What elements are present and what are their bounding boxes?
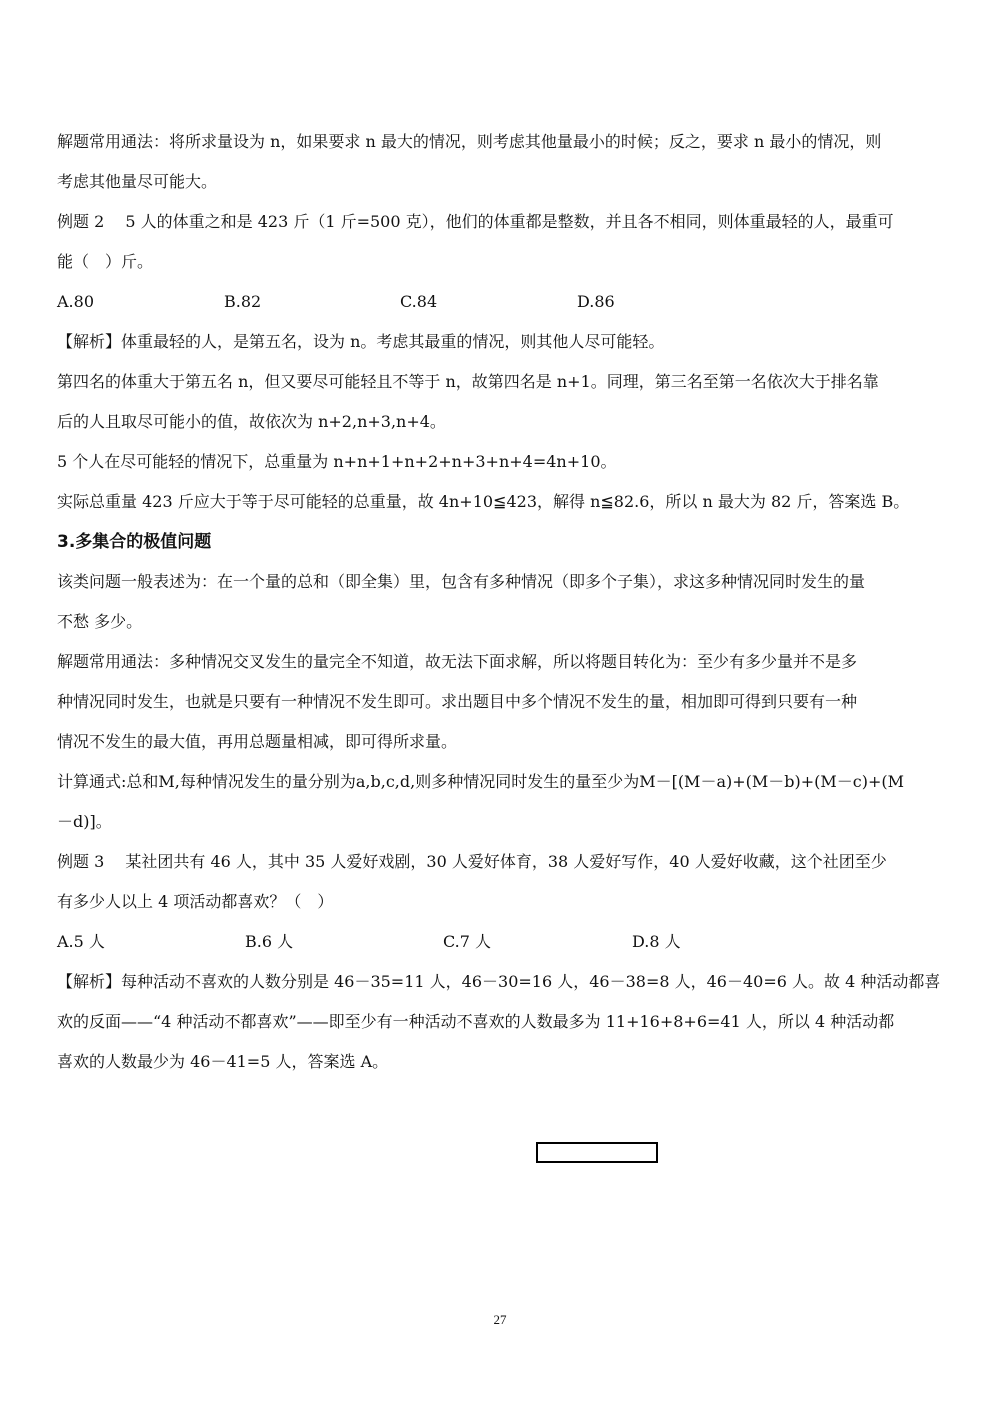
text-line: 解题常用通法：将所求量设为 n，如果要求 n 最大的情况，则考虑其他量最小的时候；反之，要求 n 最小的情况，则: [57, 132, 882, 151]
text-line: 考虑其他量尽可能大。: [57, 172, 218, 191]
text-line: 不愁 多少。: [57, 612, 143, 631]
empty-box: [536, 1142, 658, 1163]
option-a: A.5 人: [57, 932, 105, 951]
text-line: 有多少人以上 4 项活动都喜欢？（ ）: [57, 892, 334, 911]
page-content: [57, 122, 945, 1082]
example-3-question: [57, 842, 945, 922]
option-d: D.8 人: [632, 932, 681, 951]
text-line: 例题 3 某社团共有 46 人，其中 35 人爱好戏剧，30 人爱好体育，38 人爱好写作，40 人爱好收藏，这个社团至少: [57, 852, 887, 871]
text-line: 例题 2 5 人的体重之和是 423 斤（1 斤=500 克），他们的体重都是整数，并且各不相同，则体重最轻的人，最重可: [57, 212, 894, 231]
text-line: 实际总重量 423 斤应大于等于尽可能轻的总重量，故 4n+10≦423，解得 n≦82.6，所以 n 最大为 82 斤，答案选 B。: [57, 492, 910, 511]
option-c: C.7 人: [443, 932, 492, 951]
option-d: D.86: [577, 292, 615, 311]
section-3-formula: [57, 762, 945, 842]
section-3-method: [57, 642, 945, 762]
option-b: B.6 人: [245, 932, 294, 951]
text-line: 该类问题一般表述为：在一个量的总和（即全集）里，包含有多种情况（即多个子集），求这多种情况同时发生的量: [57, 572, 866, 591]
page-number: 27: [493, 1312, 507, 1327]
section-3-description: [57, 562, 945, 642]
example-2-options: [57, 282, 945, 322]
text-line: －d)]。: [57, 812, 112, 831]
example-2-analysis: [57, 322, 945, 522]
text-line: 喜欢的人数最少为 46－41=5 人，答案选 A。: [57, 1052, 389, 1071]
text-line: 情况不发生的最大值，再用总题量相减，即可得所求量。: [57, 732, 458, 751]
option-a: A.80: [57, 292, 94, 311]
option-b: B.82: [224, 292, 262, 311]
section-heading: 3.多集合的极值问题: [57, 532, 212, 552]
option-c: C.84: [400, 292, 438, 311]
example-3-options: [57, 922, 945, 962]
text-line: 解题常用通法：多种情况交叉发生的量完全不知道，故无法下面求解，所以将题目转化为：至少有多少量并不是多: [57, 652, 858, 671]
text-line: 5 个人在尽可能轻的情况下，总重量为 n+n+1+n+2+n+3+n+4=4n+10。: [57, 452, 617, 471]
text-line: 能（ ）斤。: [57, 252, 154, 271]
text-line: 【解析】每种活动不喜欢的人数分别是 46－35=11 人，46－30=16 人，46－38=8 人，46－40=6 人。故 4 种活动都喜: [57, 972, 941, 991]
text-line: 计算通式:总和M,每种情况发生的量分别为a,b,c,d,则多种情况同时发生的量至少为M－[(M－a)+(M－b)+(M－c)+(M: [57, 772, 905, 791]
text-line: 后的人且取尽可能小的值，故依次为 n+2,n+3,n+4。: [57, 412, 446, 431]
method-paragraph-1: [57, 122, 945, 202]
text-line: 【解析】体重最轻的人，是第五名，设为 n。考虑其最重的情况，则其他人尽可能轻。: [57, 332, 665, 351]
example-2-question: [57, 202, 945, 282]
text-line: 种情况同时发生，也就是只要有一种情况不发生即可。求出题目中多个情况不发生的量，相加即可得到只要有一种: [57, 692, 858, 711]
example-3-analysis: [57, 962, 945, 1082]
text-line: 欢的反面——“4 种活动不都喜欢”——即至少有一种活动不喜欢的人数最多为 11+16+8+6=41 人，所以 4 种活动都: [57, 1012, 895, 1031]
text-line: 第四名的体重大于第五名 n，但又要尽可能轻且不等于 n，故第四名是 n+1。同理，第三名至第一名依次大于排名靠: [57, 372, 879, 391]
